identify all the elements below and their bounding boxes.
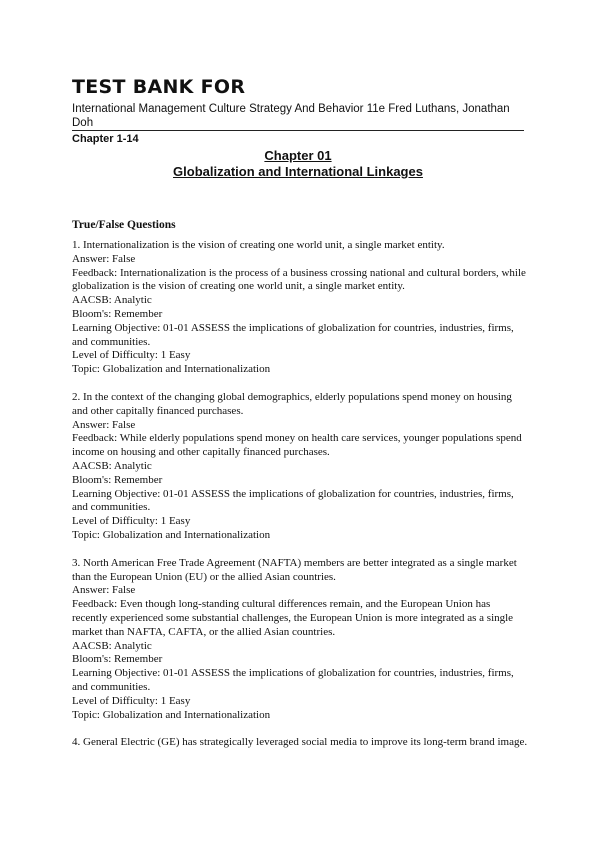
question-detail: Bloom's: Remember — [72, 473, 163, 486]
question-detail: Bloom's: Remember — [72, 307, 163, 320]
question-detail: AACSB: Analytic — [72, 639, 152, 652]
question-detail: Feedback: Even though long-standing cultural differences remain, and the European Union has recently experienced some substantial challenges, the European Union is more integrated as a single market than NAFTA, CAFTA, or the allied Asian countries. — [72, 598, 514, 638]
question-detail: AACSB: Analytic — [72, 459, 152, 472]
question-detail: Answer: False — [72, 418, 136, 431]
question-detail: Feedback: While elderly populations spend money on health care services, younger populations spend income on housing and other capitally financed purchases. — [72, 432, 522, 459]
question-detail: Answer: False — [72, 252, 136, 265]
chapter-title: Globalization and International Linkages — [173, 164, 423, 179]
question-detail: Learning Objective: 01-01 ASSESS the implications of globalization for countries, industries, firms, and communities. — [72, 321, 514, 348]
question-detail: Learning Objective: 01-01 ASSESS the implications of globalization for countries, industries, firms, and communities. — [72, 667, 514, 693]
chapter-heading — [72, 148, 524, 180]
question-detail: Topic: Globalization and Internationalization — [72, 363, 271, 376]
question-detail: Level of Difficulty: 1 Easy — [72, 349, 191, 362]
question-text: 4. General Electric (GE) has strategically leveraged social media to improve its long-term brand image. — [72, 736, 528, 749]
question-text: 3. North American Free Trade Agreement (NAFTA) members are better integrated as a single market than the European Union (EU) or the allied Asian countries. — [72, 556, 517, 583]
question-detail: Level of Difficulty: 1 Easy — [72, 515, 191, 528]
question-item — [72, 239, 528, 377]
header-divider — [72, 130, 524, 131]
question-list — [72, 239, 528, 764]
chapter-range: Chapter 1-14 — [72, 133, 139, 145]
question-item — [72, 557, 528, 723]
question-item — [72, 736, 528, 750]
chapter-number: Chapter 01 — [264, 148, 332, 163]
question-detail: Feedback: Internationalization is the process of a business crossing national and cultural borders, while globalization is the vision of creating one world unit, a single market entity. — [72, 266, 526, 293]
question-detail: Learning Objective: 01-01 ASSESS the implications of globalization for countries, industries, firms, and communities. — [72, 487, 514, 514]
question-detail: Topic: Globalization and Internationalization — [72, 708, 271, 721]
section-title: True/False Questions — [72, 219, 176, 231]
question-detail: Level of Difficulty: 1 Easy — [72, 694, 191, 707]
test-bank-title: TEST BANK FOR — [72, 76, 246, 98]
question-text: 2. In the context of the changing global demographics, elderly populations spend money on housing and other capitally financed purchases. — [72, 390, 512, 417]
question-detail: Bloom's: Remember — [72, 653, 163, 666]
book-subtitle: International Management Culture Strategy And Behavior 11e Fred Luthans, Jonathan Doh — [72, 103, 510, 129]
question-item — [72, 391, 528, 543]
question-detail: AACSB: Analytic — [72, 294, 152, 307]
question-detail: Answer: False — [72, 584, 136, 597]
question-text: 1. Internationalization is the vision of creating one world unit, a single market entity. — [72, 239, 445, 251]
question-detail: Topic: Globalization and Internationalization — [72, 528, 271, 541]
